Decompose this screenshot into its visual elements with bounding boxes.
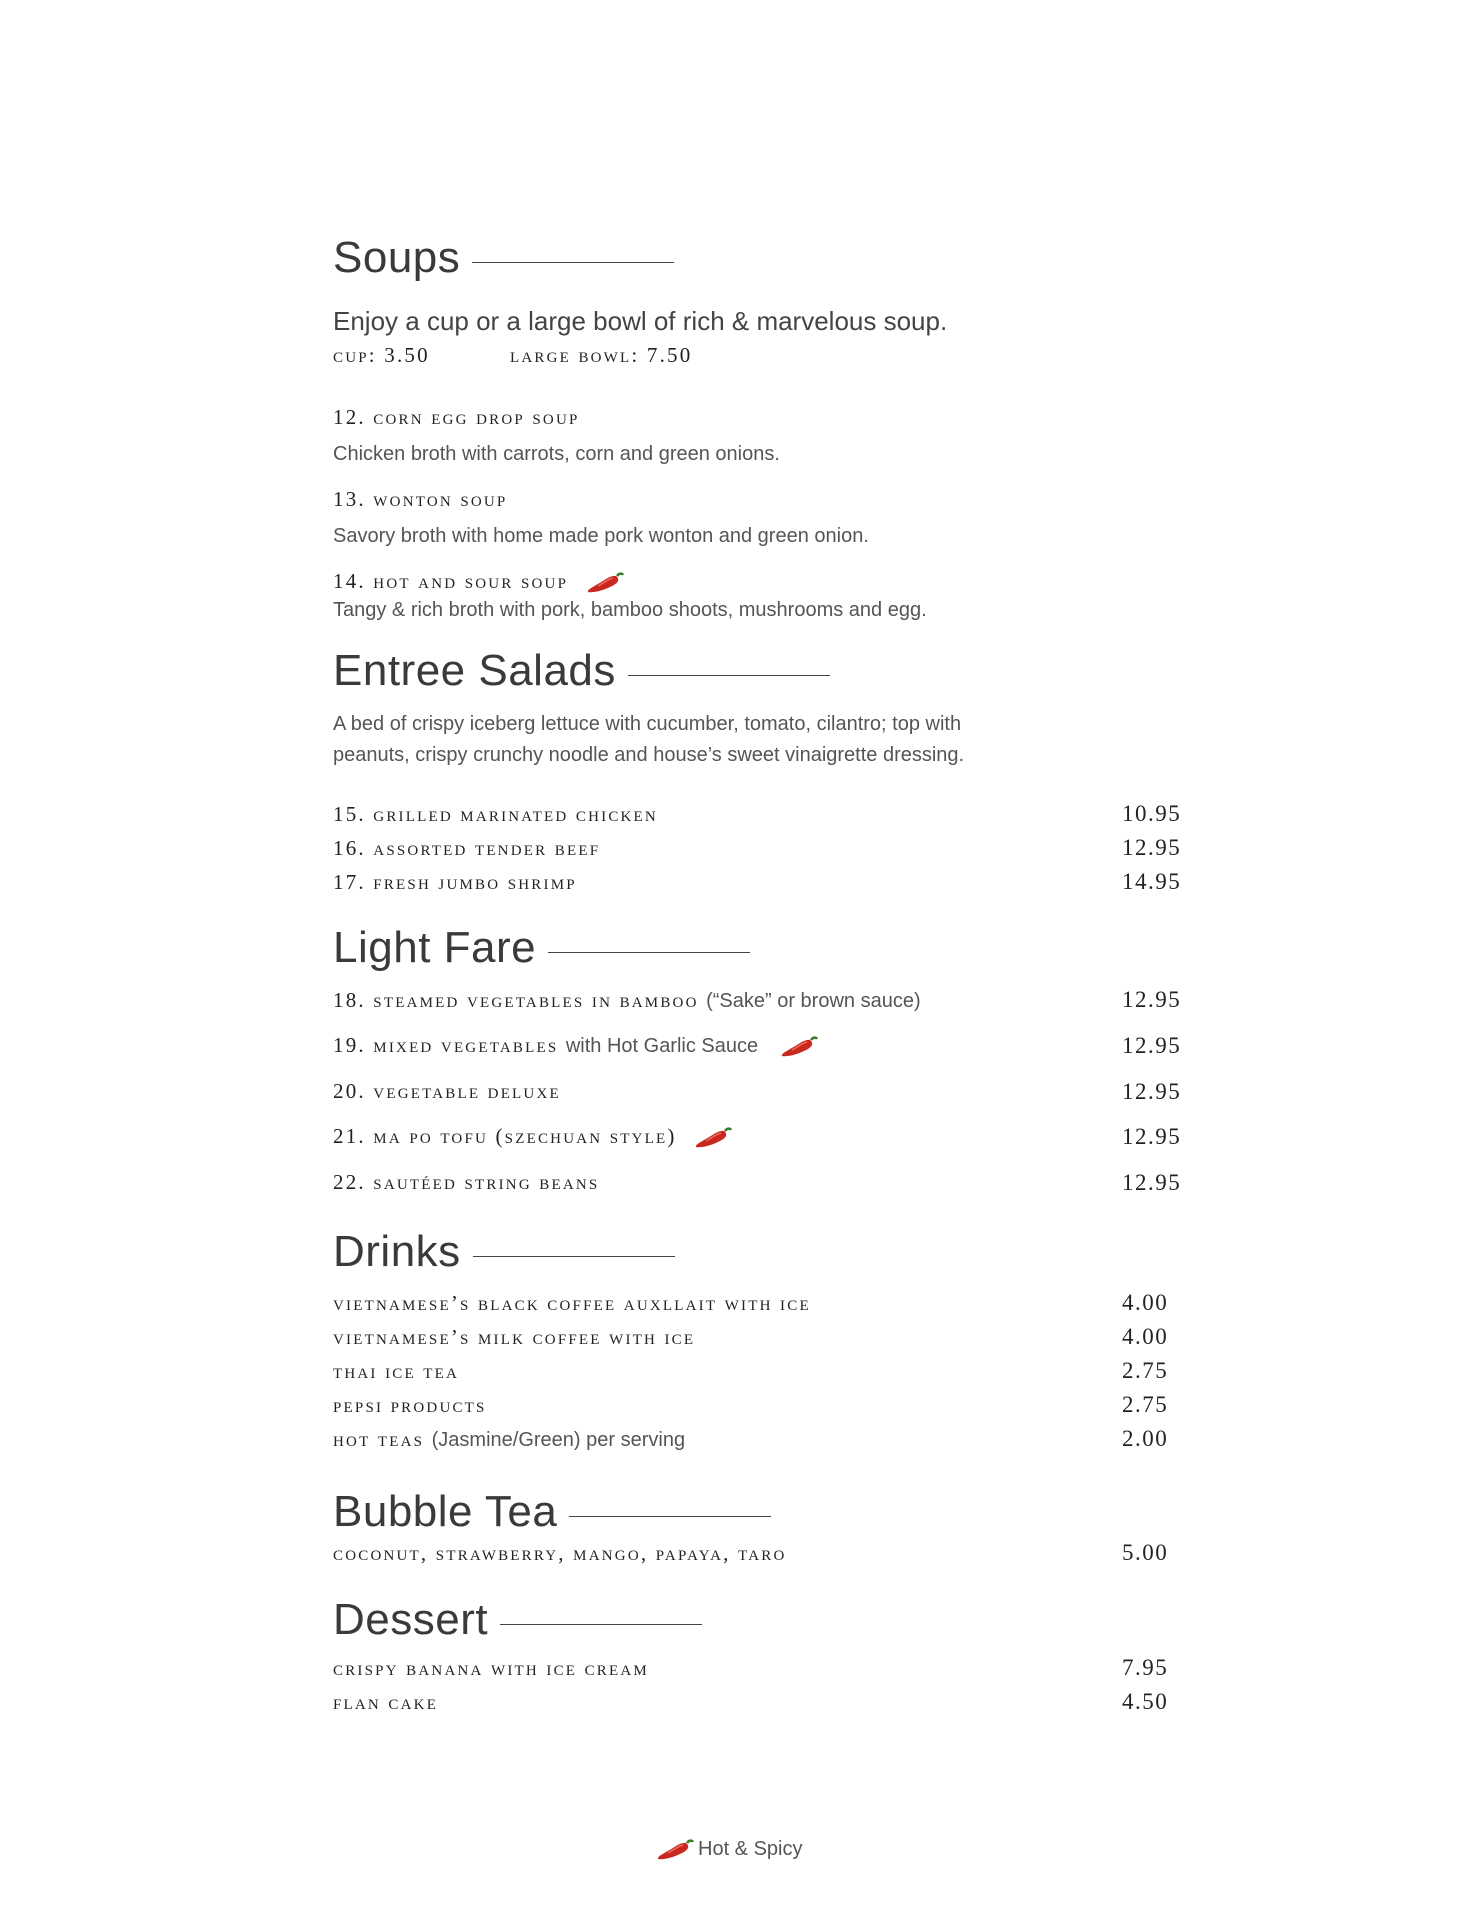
menu-item-name: 20. vegetable deluxe [333, 1079, 561, 1103]
menu-item-name: 22. sautéed string beans [333, 1170, 600, 1194]
heading-rule [569, 1516, 771, 1517]
drinks-heading [333, 1226, 675, 1278]
menu-item-price: 5.00 [1122, 1540, 1169, 1565]
heading-rule [628, 675, 830, 676]
salads-heading-text: Entree Salads [333, 646, 616, 695]
menu-item-name: 13. wonton soup [333, 487, 508, 511]
bubble-tea-heading-text: Bubble Tea [333, 1487, 558, 1536]
menu-item-name: 15. grilled marinated chicken [333, 802, 658, 826]
menu-item-price: 7.95 [1122, 1655, 1169, 1680]
soups-cup-price: cup: 3.50 [333, 343, 430, 367]
menu-item-price: 4.50 [1122, 1689, 1169, 1714]
salads-desc-line1: A bed of crispy iceberg lettuce with cucumber, tomato, cilantro; top with [333, 713, 962, 735]
salads-heading [333, 645, 830, 697]
menu-item-desc: Chicken broth with carrots, corn and green onions. [333, 443, 780, 465]
menu-item-row [333, 1427, 685, 1452]
dessert-heading-text: Dessert [333, 1595, 489, 1644]
menu-item-name: crispy banana with ice cream [333, 1656, 649, 1680]
menu-item-name: 19. mixed vegetables [333, 1033, 559, 1057]
heading-rule [548, 952, 750, 953]
menu-item-name: 18. steamed vegetables in bamboo [333, 988, 699, 1012]
menu-item-name: hot teas [333, 1427, 425, 1451]
drinks-heading-text: Drinks [333, 1227, 461, 1276]
menu-item-price: 2.75 [1122, 1358, 1169, 1383]
menu-item-name: 12. corn egg drop soup [333, 405, 580, 429]
soups-intro: Enjoy a cup or a large bowl of rich & marvelous soup. [333, 306, 948, 336]
menu-item-name: vietnamese’s milk coffee with ice [333, 1325, 696, 1349]
heading-rule [472, 262, 674, 263]
menu-item-name: pepsi products [333, 1393, 487, 1417]
menu-item-price: 4.00 [1122, 1290, 1169, 1315]
menu-item-price: 12.95 [1122, 1170, 1182, 1195]
menu-item-price: 10.95 [1122, 801, 1182, 826]
salads-desc-line2: peanuts, crispy crunchy noodle and house’s sweet vinaigrette dressing. [333, 744, 965, 766]
menu-item-name: vietnamese’s black coffee auxllait with ice [333, 1291, 811, 1315]
menu-item-price: 12.95 [1122, 1124, 1182, 1149]
spicy-legend-label: Hot & Spicy [698, 1838, 803, 1860]
menu-item-name: 21. ma po tofu (szechuan style) [333, 1124, 677, 1148]
menu-item-price: 12.95 [1122, 987, 1182, 1012]
menu-item-name: flan cake [333, 1690, 439, 1714]
dessert-heading [333, 1594, 702, 1646]
heading-rule [473, 1256, 675, 1257]
menu-item-name: 14. hot and sour soup [333, 569, 569, 593]
menu-item-name: thai ice tea [333, 1359, 460, 1383]
menu-item-desc: Tangy & rich broth with pork, bamboo shoots, mushrooms and egg. [333, 599, 927, 621]
soups-bowl-price: large bowl: 7.50 [510, 343, 693, 367]
spicy-legend [656, 1838, 802, 1861]
menu-item-desc: Savory broth with home made pork wonton and green onion. [333, 525, 869, 547]
menu-item-price: 2.75 [1122, 1392, 1169, 1417]
menu-item-price: 12.95 [1122, 835, 1182, 860]
menu-item-price: 12.95 [1122, 1033, 1182, 1058]
soups-heading [333, 232, 674, 284]
light-fare-heading [333, 922, 750, 974]
menu-item-note: (“Sake” or brown sauce) [706, 990, 921, 1012]
menu-item-price: 12.95 [1122, 1079, 1182, 1104]
menu-item-name: 16. assorted tender beef [333, 836, 601, 860]
menu-item-note: with Hot Garlic Sauce [565, 1035, 759, 1057]
menu-item-row [333, 1033, 818, 1058]
bubble-tea-heading [333, 1486, 771, 1538]
chili-pepper-icon [656, 1839, 694, 1861]
chili-pepper-icon [780, 1036, 818, 1058]
chili-pepper-icon [694, 1127, 732, 1149]
menu-item-row [333, 569, 624, 594]
menu-item-price: 2.00 [1122, 1426, 1169, 1451]
menu-item-row [333, 988, 921, 1013]
menu-item-row [333, 1124, 732, 1149]
soups-heading-text: Soups [333, 233, 461, 282]
light-fare-heading-text: Light Fare [333, 923, 537, 972]
menu-item-price: 4.00 [1122, 1324, 1169, 1349]
menu-item-price: 14.95 [1122, 869, 1182, 894]
menu-item-name: 17. fresh jumbo shrimp [333, 870, 577, 894]
menu-item-note: (Jasmine/Green) per serving [431, 1429, 686, 1451]
menu-item-name: coconut, strawberry, mango, papaya, taro [333, 1541, 787, 1565]
heading-rule [500, 1624, 702, 1625]
chili-pepper-icon [586, 572, 624, 594]
